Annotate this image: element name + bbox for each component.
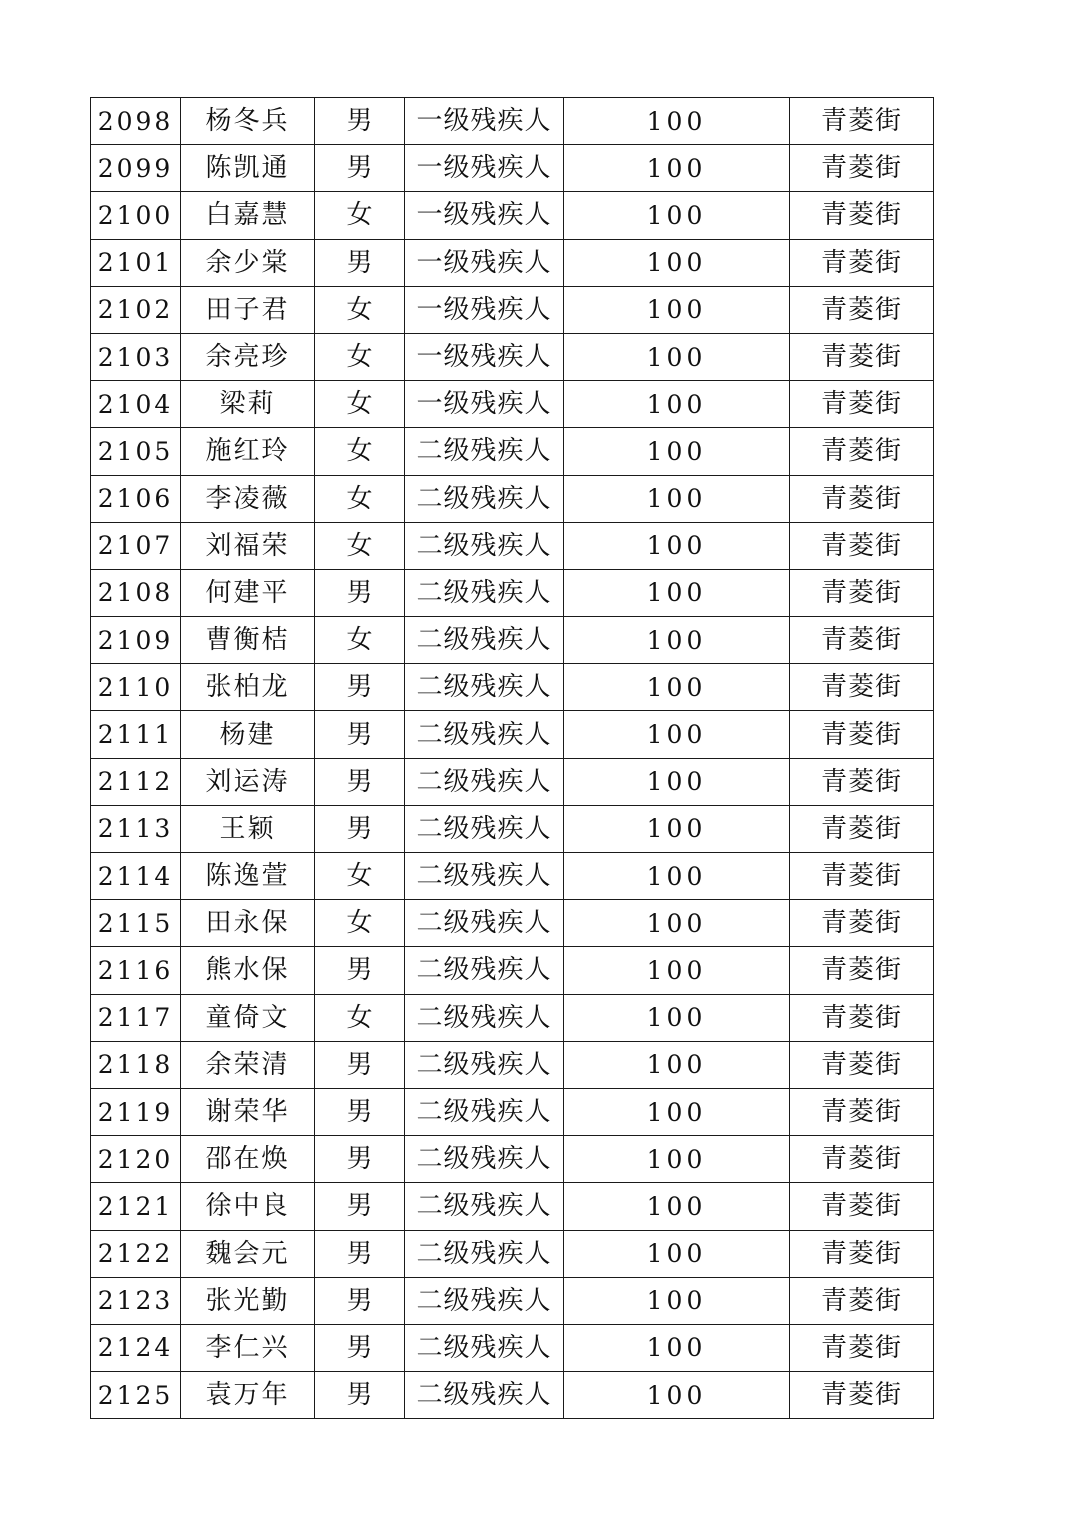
street-cell: 青菱街 (790, 569, 934, 616)
disability-level-cell: 一级残疾人 (405, 381, 564, 428)
gender-cell: 女 (315, 994, 405, 1041)
disability-level-cell: 二级残疾人 (405, 1183, 564, 1230)
row-number-cell: 2105 (91, 428, 181, 475)
name-cell: 余少棠 (181, 239, 315, 286)
table-row (91, 428, 934, 475)
name-cell: 谢荣华 (181, 1088, 315, 1135)
table-row (91, 569, 934, 616)
name-cell: 田子君 (181, 286, 315, 333)
amount-cell: 100 (564, 239, 790, 286)
table-row (91, 1183, 934, 1230)
street-cell: 青菱街 (790, 381, 934, 428)
row-number-cell: 2100 (91, 192, 181, 239)
row-number-cell: 2121 (91, 1183, 181, 1230)
row-number-cell: 2115 (91, 900, 181, 947)
gender-cell: 女 (315, 333, 405, 380)
name-cell: 梁莉 (181, 381, 315, 428)
subsidy-table (90, 97, 934, 1419)
row-number-cell: 2114 (91, 853, 181, 900)
table-row (91, 475, 934, 522)
table-row (91, 1230, 934, 1277)
disability-level-cell: 二级残疾人 (405, 853, 564, 900)
name-cell: 袁万年 (181, 1372, 315, 1419)
row-number-cell: 2106 (91, 475, 181, 522)
table-row (91, 381, 934, 428)
street-cell: 青菱街 (790, 333, 934, 380)
street-cell: 青菱街 (790, 900, 934, 947)
amount-cell: 100 (564, 381, 790, 428)
disability-level-cell: 二级残疾人 (405, 475, 564, 522)
gender-cell: 女 (315, 617, 405, 664)
disability-level-cell: 一级残疾人 (405, 333, 564, 380)
name-cell: 张柏龙 (181, 664, 315, 711)
row-number-cell: 2101 (91, 239, 181, 286)
name-cell: 徐中良 (181, 1183, 315, 1230)
row-number-cell: 2122 (91, 1230, 181, 1277)
gender-cell: 女 (315, 853, 405, 900)
row-number-cell: 2113 (91, 805, 181, 852)
row-number-cell: 2103 (91, 333, 181, 380)
row-number-cell: 2098 (91, 98, 181, 145)
disability-level-cell: 一级残疾人 (405, 145, 564, 192)
disability-level-cell: 二级残疾人 (405, 805, 564, 852)
amount-cell: 100 (564, 994, 790, 1041)
name-cell: 白嘉慧 (181, 192, 315, 239)
street-cell: 青菱街 (790, 1277, 934, 1324)
amount-cell: 100 (564, 1183, 790, 1230)
amount-cell: 100 (564, 98, 790, 145)
amount-cell: 100 (564, 428, 790, 475)
amount-cell: 100 (564, 853, 790, 900)
street-cell: 青菱街 (790, 192, 934, 239)
gender-cell: 女 (315, 475, 405, 522)
table-row (91, 192, 934, 239)
row-number-cell: 2116 (91, 947, 181, 994)
disability-level-cell: 一级残疾人 (405, 286, 564, 333)
amount-cell: 100 (564, 1372, 790, 1419)
street-cell: 青菱街 (790, 853, 934, 900)
table-row (91, 286, 934, 333)
street-cell: 青菱街 (790, 994, 934, 1041)
disability-level-cell: 二级残疾人 (405, 1324, 564, 1371)
disability-level-cell: 一级残疾人 (405, 239, 564, 286)
amount-cell: 100 (564, 758, 790, 805)
table-row (91, 239, 934, 286)
row-number-cell: 2112 (91, 758, 181, 805)
street-cell: 青菱街 (790, 947, 934, 994)
street-cell: 青菱街 (790, 145, 934, 192)
table-row (91, 711, 934, 758)
table-row (91, 994, 934, 1041)
name-cell: 邵在焕 (181, 1136, 315, 1183)
name-cell: 童倚文 (181, 994, 315, 1041)
gender-cell: 女 (315, 900, 405, 947)
disability-level-cell: 一级残疾人 (405, 192, 564, 239)
table-row (91, 1136, 934, 1183)
name-cell: 陈凯通 (181, 145, 315, 192)
table-row (91, 805, 934, 852)
street-cell: 青菱街 (790, 239, 934, 286)
disability-level-cell: 二级残疾人 (405, 1041, 564, 1088)
amount-cell: 100 (564, 1088, 790, 1135)
row-number-cell: 2123 (91, 1277, 181, 1324)
amount-cell: 100 (564, 145, 790, 192)
street-cell: 青菱街 (790, 617, 934, 664)
name-cell: 李仁兴 (181, 1324, 315, 1371)
table-row (91, 1324, 934, 1371)
table-row (91, 900, 934, 947)
disability-level-cell: 二级残疾人 (405, 522, 564, 569)
street-cell: 青菱街 (790, 1088, 934, 1135)
row-number-cell: 2104 (91, 381, 181, 428)
amount-cell: 100 (564, 947, 790, 994)
name-cell: 何建平 (181, 569, 315, 616)
table-row (91, 1088, 934, 1135)
row-number-cell: 2110 (91, 664, 181, 711)
street-cell: 青菱街 (790, 475, 934, 522)
name-cell: 李凌薇 (181, 475, 315, 522)
gender-cell: 男 (315, 947, 405, 994)
table-row (91, 522, 934, 569)
disability-level-cell: 二级残疾人 (405, 664, 564, 711)
table-row (91, 98, 934, 145)
amount-cell: 100 (564, 664, 790, 711)
name-cell: 杨冬兵 (181, 98, 315, 145)
amount-cell: 100 (564, 569, 790, 616)
disability-level-cell: 二级残疾人 (405, 1136, 564, 1183)
amount-cell: 100 (564, 286, 790, 333)
street-cell: 青菱街 (790, 1230, 934, 1277)
gender-cell: 男 (315, 98, 405, 145)
row-number-cell: 2102 (91, 286, 181, 333)
gender-cell: 女 (315, 286, 405, 333)
disability-level-cell: 二级残疾人 (405, 900, 564, 947)
gender-cell: 男 (315, 1277, 405, 1324)
name-cell: 魏会元 (181, 1230, 315, 1277)
row-number-cell: 2117 (91, 994, 181, 1041)
amount-cell: 100 (564, 192, 790, 239)
amount-cell: 100 (564, 1324, 790, 1371)
row-number-cell: 2118 (91, 1041, 181, 1088)
gender-cell: 女 (315, 522, 405, 569)
name-cell: 余荣清 (181, 1041, 315, 1088)
gender-cell: 男 (315, 1183, 405, 1230)
gender-cell: 男 (315, 1088, 405, 1135)
row-number-cell: 2111 (91, 711, 181, 758)
disability-level-cell: 二级残疾人 (405, 1088, 564, 1135)
gender-cell: 男 (315, 239, 405, 286)
street-cell: 青菱街 (790, 1324, 934, 1371)
name-cell: 刘运涛 (181, 758, 315, 805)
row-number-cell: 2099 (91, 145, 181, 192)
name-cell: 陈逸萱 (181, 853, 315, 900)
name-cell: 张光勤 (181, 1277, 315, 1324)
amount-cell: 100 (564, 900, 790, 947)
table-row (91, 1277, 934, 1324)
name-cell: 刘福荣 (181, 522, 315, 569)
disability-level-cell: 二级残疾人 (405, 711, 564, 758)
gender-cell: 男 (315, 711, 405, 758)
street-cell: 青菱街 (790, 711, 934, 758)
table-row (91, 947, 934, 994)
table-row (91, 1041, 934, 1088)
street-cell: 青菱街 (790, 1136, 934, 1183)
name-cell: 施红玲 (181, 428, 315, 475)
amount-cell: 100 (564, 1230, 790, 1277)
gender-cell: 男 (315, 1041, 405, 1088)
gender-cell: 男 (315, 145, 405, 192)
row-number-cell: 2125 (91, 1372, 181, 1419)
street-cell: 青菱街 (790, 805, 934, 852)
gender-cell: 男 (315, 758, 405, 805)
amount-cell: 100 (564, 475, 790, 522)
row-number-cell: 2107 (91, 522, 181, 569)
row-number-cell: 2108 (91, 569, 181, 616)
table-row (91, 853, 934, 900)
gender-cell: 男 (315, 1324, 405, 1371)
street-cell: 青菱街 (790, 522, 934, 569)
name-cell: 曹衡桔 (181, 617, 315, 664)
table-body (91, 98, 934, 1419)
name-cell: 余亮珍 (181, 333, 315, 380)
disability-level-cell: 一级残疾人 (405, 98, 564, 145)
street-cell: 青菱街 (790, 98, 934, 145)
street-cell: 青菱街 (790, 286, 934, 333)
street-cell: 青菱街 (790, 758, 934, 805)
disability-level-cell: 二级残疾人 (405, 617, 564, 664)
amount-cell: 100 (564, 1041, 790, 1088)
disability-level-cell: 二级残疾人 (405, 1277, 564, 1324)
gender-cell: 女 (315, 192, 405, 239)
amount-cell: 100 (564, 333, 790, 380)
table-row (91, 664, 934, 711)
table-row (91, 758, 934, 805)
disability-level-cell: 二级残疾人 (405, 428, 564, 475)
disability-level-cell: 二级残疾人 (405, 758, 564, 805)
street-cell: 青菱街 (790, 1372, 934, 1419)
street-cell: 青菱街 (790, 664, 934, 711)
table-row (91, 145, 934, 192)
row-number-cell: 2109 (91, 617, 181, 664)
gender-cell: 女 (315, 381, 405, 428)
amount-cell: 100 (564, 617, 790, 664)
street-cell: 青菱街 (790, 1183, 934, 1230)
amount-cell: 100 (564, 805, 790, 852)
street-cell: 青菱街 (790, 1041, 934, 1088)
amount-cell: 100 (564, 711, 790, 758)
gender-cell: 男 (315, 1230, 405, 1277)
table-row (91, 617, 934, 664)
disability-level-cell: 二级残疾人 (405, 947, 564, 994)
gender-cell: 男 (315, 1136, 405, 1183)
amount-cell: 100 (564, 522, 790, 569)
table-row (91, 1372, 934, 1419)
amount-cell: 100 (564, 1136, 790, 1183)
amount-cell: 100 (564, 1277, 790, 1324)
row-number-cell: 2124 (91, 1324, 181, 1371)
gender-cell: 男 (315, 1372, 405, 1419)
name-cell: 田永保 (181, 900, 315, 947)
disability-level-cell: 二级残疾人 (405, 1372, 564, 1419)
row-number-cell: 2119 (91, 1088, 181, 1135)
name-cell: 熊水保 (181, 947, 315, 994)
gender-cell: 男 (315, 805, 405, 852)
gender-cell: 女 (315, 428, 405, 475)
disability-level-cell: 二级残疾人 (405, 1230, 564, 1277)
disability-level-cell: 二级残疾人 (405, 569, 564, 616)
name-cell: 杨建 (181, 711, 315, 758)
name-cell: 王颖 (181, 805, 315, 852)
street-cell: 青菱街 (790, 428, 934, 475)
table-row (91, 333, 934, 380)
gender-cell: 男 (315, 664, 405, 711)
gender-cell: 男 (315, 569, 405, 616)
disability-level-cell: 二级残疾人 (405, 994, 564, 1041)
row-number-cell: 2120 (91, 1136, 181, 1183)
